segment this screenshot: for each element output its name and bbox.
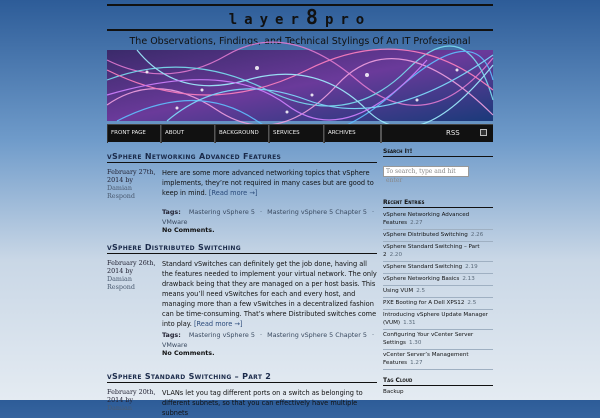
entry-title: Configuring Your vCenter Server Settings <box>383 332 474 346</box>
entry-title: Using VUM <box>383 288 414 294</box>
tag-cloud-item[interactable]: Backup <box>383 389 404 395</box>
entry-title: vSphere Standard Switching <box>383 264 463 270</box>
recent-entry[interactable] <box>383 286 493 298</box>
tag-link[interactable]: Mastering vSphere 5 <box>188 208 255 216</box>
post-excerpt <box>162 388 377 418</box>
entry-date: 2.19 <box>465 264 478 270</box>
comments-link[interactable]: No Comments. <box>162 349 215 357</box>
recent-entry[interactable] <box>383 210 493 230</box>
recent-entries-list <box>383 210 493 370</box>
recent-entry[interactable] <box>383 242 493 262</box>
tag-separator: · <box>371 331 375 339</box>
post-date: February 20th, 2014 <box>107 388 156 404</box>
tag-cloud-heading: Tag Cloud <box>383 377 493 386</box>
entry-title: PXE Booting for A Dell XPS12 <box>383 300 465 306</box>
tag-link[interactable]: VMware <box>162 340 188 349</box>
tags-label: Tags: <box>162 331 181 339</box>
post-meta <box>107 388 159 412</box>
nav-archives[interactable]: ARCHIVES <box>324 125 381 143</box>
excerpt-text: VLANs let you tag different ports on a switch as belonging to different subnets, so that you can effectively have multiple subnets <box>162 389 363 417</box>
rss-link[interactable] <box>381 125 493 143</box>
entry-title: vSphere Distributed Switching <box>383 232 468 238</box>
recent-entries-heading: Recent Entries <box>383 199 493 208</box>
main-navigation <box>107 124 493 142</box>
post-excerpt <box>162 259 377 329</box>
comments-link[interactable]: No Comments. <box>162 226 215 234</box>
post-tags <box>162 208 377 227</box>
post-date: February 27th, 2014 <box>107 168 156 184</box>
post-by: by <box>125 396 134 404</box>
post-by: by <box>125 176 134 184</box>
nav-background[interactable]: BACKGROUND <box>215 125 269 143</box>
recent-entry[interactable] <box>383 230 493 242</box>
search-input[interactable]: To search, type and hit enter <box>383 166 469 177</box>
recent-entry[interactable] <box>383 262 493 274</box>
site-logo[interactable]: layer8pro <box>228 5 372 29</box>
post-meta <box>107 168 159 200</box>
entry-date: 1.31 <box>403 320 416 326</box>
header-top-rule <box>107 4 493 6</box>
recent-entry[interactable] <box>383 330 493 350</box>
recent-entry[interactable] <box>383 310 493 330</box>
post-author[interactable]: Damian <box>107 404 132 412</box>
nav-services[interactable]: SERVICES <box>269 125 324 143</box>
tag-link[interactable]: Mastering vSphere 5 Chapter 5 <box>267 208 367 216</box>
main-content <box>107 148 377 417</box>
read-more-link[interactable]: [Read more →] <box>193 320 243 328</box>
entry-date: 2.26 <box>470 232 484 238</box>
excerpt-text: Standard vSwitches can definitely get the job done, having all the features needed to implement your virtual network. The only drawback being that they are managed on a per host basis. This means you’ll need vSwitches for each and every host, and managing more than a few vSwitches in a decentralized fashion can be time-consuming. That’s where Distributed switches come into play. <box>162 260 377 328</box>
entry-title: vSphere Networking Basics <box>383 276 460 282</box>
entry-date: 1.27 <box>410 360 423 366</box>
post-meta <box>107 259 159 291</box>
site-tagline: The Observations, Findings, and Technical Stylings Of An IT Professional <box>129 36 471 47</box>
post-title[interactable]: vSphere Standard Switching – Part 2 <box>107 372 377 383</box>
post-2 <box>107 243 377 357</box>
nav-about[interactable]: ABOUT <box>161 125 215 143</box>
post-excerpt <box>162 168 377 198</box>
post-title[interactable]: vSphere Distributed Switching <box>107 243 377 254</box>
entry-date: 2.5 <box>467 300 477 306</box>
entry-date: 2.27 <box>410 220 423 226</box>
post-1 <box>107 152 377 234</box>
sidebar <box>383 148 493 395</box>
entry-date: 2.20 <box>389 252 403 258</box>
read-more-link[interactable]: [Read more →] <box>208 189 258 197</box>
recent-entry[interactable] <box>383 350 493 370</box>
entry-title: vSphere Networking Advanced Features <box>383 212 470 226</box>
header-banner-image <box>107 50 493 121</box>
tag-separator: · <box>371 208 375 216</box>
post-tags <box>162 331 377 350</box>
rss-icon <box>480 129 487 136</box>
tag-link[interactable]: Mastering vSphere 5 Chapter 5 <box>267 331 367 339</box>
tags-label: Tags: <box>162 208 181 216</box>
entry-title: vSphere Standard Switching – Part 2 <box>383 244 480 258</box>
excerpt-text: Here are some more advanced networking topics that vSphere implements, they’re not required in many cases but are good to keep in mind. <box>162 169 374 197</box>
post-title[interactable]: vSphere Networking Advanced Features <box>107 152 377 163</box>
tag-separator: · <box>260 208 263 216</box>
post-date: February 26th, 2014 <box>107 259 156 275</box>
entry-date: 1.30 <box>408 340 422 346</box>
tag-link[interactable]: VMware <box>162 217 188 226</box>
header-bottom-rule <box>107 29 493 31</box>
entry-title: Introducing vSphere Update Manager (VUM) <box>383 312 488 326</box>
entry-date: 2.13 <box>462 276 475 282</box>
post-author[interactable]: Damian Respond <box>107 184 136 200</box>
recent-entry[interactable] <box>383 274 493 286</box>
nav-front-page[interactable]: FRONT PAGE <box>107 125 161 143</box>
post-author[interactable]: Damian Respond <box>107 275 136 291</box>
rss-label: RSS <box>446 129 460 137</box>
tag-link[interactable]: Mastering vSphere 5 <box>188 331 255 339</box>
tag-separator: · <box>260 331 263 339</box>
post-by: by <box>125 267 134 275</box>
recent-entry[interactable] <box>383 298 493 310</box>
search-heading: Search It! <box>383 148 493 157</box>
post-3 <box>107 372 377 417</box>
entry-date: 2.5 <box>416 288 426 294</box>
entry-title: vCenter Server’s Management Features <box>383 352 469 366</box>
